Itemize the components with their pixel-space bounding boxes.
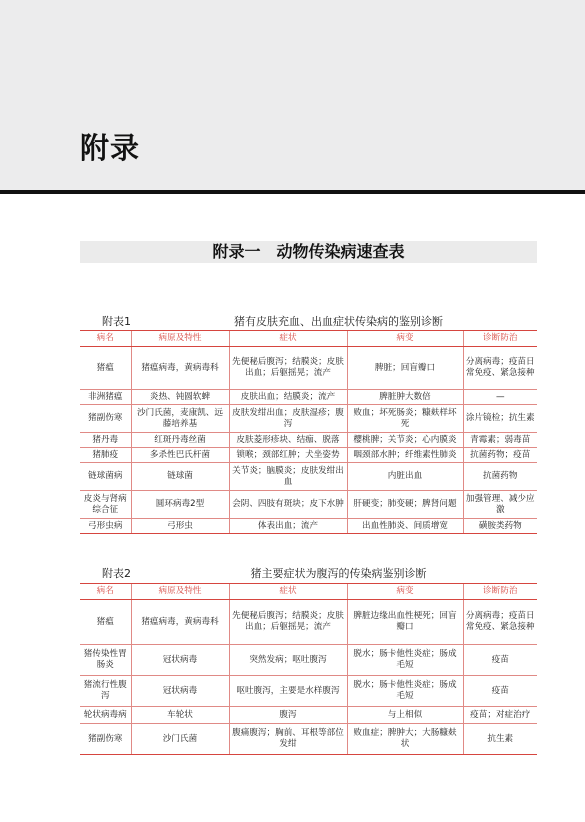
table-cell: — bbox=[463, 390, 537, 405]
table-cell: 抗菌药物；疫苗 bbox=[463, 448, 537, 463]
table-cell: 涂片镜检；抗生素 bbox=[463, 405, 537, 433]
table-cell: 抗菌药物 bbox=[463, 463, 537, 491]
table-cell: 猪瘟病毒，黄病毒科 bbox=[131, 347, 229, 390]
table-cell: 内脏出血 bbox=[347, 463, 463, 491]
table-cell: 猪瘟 bbox=[80, 347, 131, 390]
table-cell: 冠状病毒 bbox=[131, 645, 229, 676]
table-cell: 锁喉；颈部红肿；犬坐姿势 bbox=[229, 448, 347, 463]
table-cell: 弓形虫 bbox=[131, 519, 229, 534]
table2-header-diagnosis: 诊断防治 bbox=[463, 584, 537, 600]
table-row bbox=[80, 433, 537, 448]
table1-number: 附表1 bbox=[102, 315, 131, 328]
table-cell: 先便秘后腹泻；结膜炎；皮肤出血；后躯摇晃；流产 bbox=[229, 600, 347, 645]
table-cell: 脱水；肠卡他性炎症；肠成毛短 bbox=[347, 645, 463, 676]
table-cell: 加强管理、减少应激 bbox=[463, 491, 537, 519]
table-row bbox=[80, 405, 537, 433]
table-cell: 出血性肺炎、间质增宽 bbox=[347, 519, 463, 534]
table-cell: 咽颈部水肿；纤维素性肺炎 bbox=[347, 448, 463, 463]
table-cell: 体表出血；流产 bbox=[229, 519, 347, 534]
table-cell: 轮状病毒病 bbox=[80, 707, 131, 724]
table2-header-row bbox=[80, 584, 537, 600]
table-cell: 分离病毒；疫苗日常免疫、紧急接种 bbox=[463, 347, 537, 390]
table-cell: 会阴、四肢有斑块；皮下水肿 bbox=[229, 491, 347, 519]
table-cell: 皮肤发绀出血；皮肤湿疹；腹泻 bbox=[229, 405, 347, 433]
table-cell: 败血症；脾肿大；大肠糠麸状 bbox=[347, 724, 463, 755]
table-cell: 皮肤菱形疹块、结痂、脱落 bbox=[229, 433, 347, 448]
table1-header-disease: 病名 bbox=[80, 331, 131, 347]
table-cell: 车轮状 bbox=[131, 707, 229, 724]
table-cell: 突然发病；呕吐腹泻 bbox=[229, 645, 347, 676]
table2-header-lesions: 病变 bbox=[347, 584, 463, 600]
table-cell: 脱水；肠卡他性炎症；肠成毛短 bbox=[347, 676, 463, 707]
table-cell: 腹泻 bbox=[229, 707, 347, 724]
table-cell: 疫苗；对症治疗 bbox=[463, 707, 537, 724]
table-row bbox=[80, 491, 537, 519]
table-cell: 脾脏肿大数倍 bbox=[347, 390, 463, 405]
table-cell: 猪肺疫 bbox=[80, 448, 131, 463]
table-cell: 先便秘后腹泻；结膜炎；皮肤出血；后躯摇晃；流产 bbox=[229, 347, 347, 390]
header-divider bbox=[0, 190, 585, 194]
table-cell: 沙门氏菌 bbox=[131, 724, 229, 755]
table2-header-pathogen: 病原及特性 bbox=[131, 584, 229, 600]
table1-header-pathogen: 病原及特性 bbox=[131, 331, 229, 347]
table1-header-row bbox=[80, 331, 537, 347]
table-cell: 脾脏；回盲瓣口 bbox=[347, 347, 463, 390]
table-row bbox=[80, 463, 537, 491]
table2-caption bbox=[80, 565, 537, 579]
table-cell: 猪副伤寒 bbox=[80, 724, 131, 755]
table2-header-symptoms: 症状 bbox=[229, 584, 347, 600]
table-cell: 呕吐腹泻，主要是水样腹泻 bbox=[229, 676, 347, 707]
section-title: 附录一 动物传染病速查表 bbox=[80, 241, 537, 263]
table-cell: 磺胺类药物 bbox=[463, 519, 537, 534]
chapter-title: 附录 bbox=[80, 131, 141, 165]
table-cell: 非洲猪瘟 bbox=[80, 390, 131, 405]
table2-header-disease: 病名 bbox=[80, 584, 131, 600]
table-row bbox=[80, 600, 537, 645]
table2-number: 附表2 bbox=[102, 567, 131, 580]
table-row bbox=[80, 676, 537, 707]
table-row bbox=[80, 707, 537, 724]
table-cell: 猪丹毒 bbox=[80, 433, 131, 448]
table-cell: 皮炎与肾病综合征 bbox=[80, 491, 131, 519]
table1-header-diagnosis: 诊断防治 bbox=[463, 331, 537, 347]
table-cell: 圆环病毒2型 bbox=[131, 491, 229, 519]
table-cell: 多杀性巴氏杆菌 bbox=[131, 448, 229, 463]
table-cell: 肝硬变；肺变硬；脾肾问题 bbox=[347, 491, 463, 519]
table-cell: 弓形虫病 bbox=[80, 519, 131, 534]
table-cell: 分离病毒；疫苗日常免疫、紧急接种 bbox=[463, 600, 537, 645]
table1-header-symptoms: 症状 bbox=[229, 331, 347, 347]
table-cell: 猪流行性腹泻 bbox=[80, 676, 131, 707]
table-cell: 冠状病毒 bbox=[131, 676, 229, 707]
table-cell: 抗生素 bbox=[463, 724, 537, 755]
table2-title: 猪主要症状为腹泻的传染病鉴别诊断 bbox=[250, 567, 427, 580]
table-cell: 疫苗 bbox=[463, 645, 537, 676]
table-cell: 链球菌病 bbox=[80, 463, 131, 491]
table-cell: 链球菌 bbox=[131, 463, 229, 491]
table1 bbox=[80, 330, 537, 534]
table-row bbox=[80, 724, 537, 755]
table-row bbox=[80, 448, 537, 463]
table-row bbox=[80, 645, 537, 676]
table-cell: 樱桃脾；关节炎；心内膜炎 bbox=[347, 433, 463, 448]
table-cell: 腹痛腹泻；胸前、耳根等部位发绀 bbox=[229, 724, 347, 755]
table1-title: 猪有皮肤充血、出血症状传染病的鉴别诊断 bbox=[234, 315, 443, 328]
table1-header-lesions: 病变 bbox=[347, 331, 463, 347]
table-cell: 败血；坏死肠炎；糠麸样坏死 bbox=[347, 405, 463, 433]
table-cell: 猪瘟 bbox=[80, 600, 131, 645]
table-cell: 青霉素；弱毒苗 bbox=[463, 433, 537, 448]
table-cell: 沙门氏菌，麦康凯、远藤培养基 bbox=[131, 405, 229, 433]
table-cell: 炎热、钝圆软蜱 bbox=[131, 390, 229, 405]
table1-caption bbox=[80, 313, 537, 327]
table-cell: 猪瘟病毒，黄病毒科 bbox=[131, 600, 229, 645]
table-cell: 脾脏边缘出血性梗死；回盲瓣口 bbox=[347, 600, 463, 645]
table-cell: 疫苗 bbox=[463, 676, 537, 707]
table-row bbox=[80, 347, 537, 390]
table2 bbox=[80, 583, 537, 755]
table-cell: 猪副伤寒 bbox=[80, 405, 131, 433]
table-row bbox=[80, 519, 537, 534]
table-cell: 与上相似 bbox=[347, 707, 463, 724]
table-cell: 红斑丹毒丝菌 bbox=[131, 433, 229, 448]
table-cell: 猪传染性胃肠炎 bbox=[80, 645, 131, 676]
table-cell: 关节炎；脑膜炎；皮肤发绀出血 bbox=[229, 463, 347, 491]
table-row bbox=[80, 390, 537, 405]
table-cell: 皮肤出血；结膜炎；流产 bbox=[229, 390, 347, 405]
